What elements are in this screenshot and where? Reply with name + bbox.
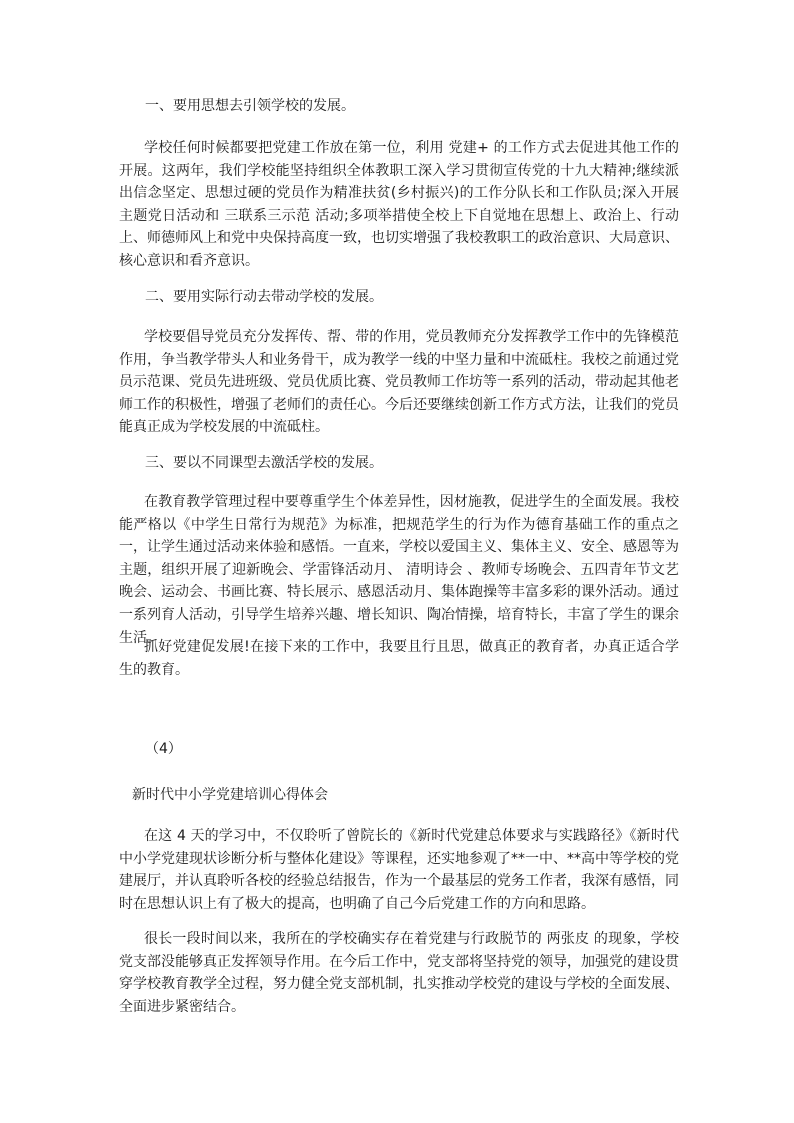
- part-number-marker: （4）: [145, 741, 182, 757]
- section-2-heading: 二、要用实际行动去带动学校的发展。: [145, 289, 383, 305]
- section-1-paragraph: 学校任何时候都要把党建工作放在第一位，利用 党建+ 的工作方式去促进其他工作的开展。这两年，我们学校能坚持组织全体教职工深入学习贯彻宣传党的十九大精神;继续派出信念坚定、思想过硬的党员作为精准扶贫(乡村振兴)的工作分队长和工作队员;深入开展主题党日活动和 三联系三示范 活动;多项举措使全校上下自觉地在思想上、政治上、行动上、师德师风上和党中央保持高度一致，也切实增强了我校教职工的政治意识、大局意识、核心意识和看齐意识。: [119, 140, 679, 269]
- article-paragraph-1: 在这 4 天的学习中，不仅聆听了曾院长的《新时代党建总体要求与实践路径》《新时代中小学党建现状诊断分析与整体化建设》等课程，还实地参观了**一中、**高中等学校的党建展厅，并认真聆听各校的经验总结报告，作为一个最基层的党务工作者，我深有感悟，同时在思想认识上有了极大的提高，也明确了自己今后党建工作的方向和思路。: [119, 828, 679, 912]
- article-paragraph-2: 很长一段时间以来，我所在的学校确实存在着党建与行政脱节的 两张皮 的现象，学校党支部没能够真正发挥领导作用。在今后工作中，党支部将坚持党的领导，加强党的建设贯穿学校教育教学全过程，努力健全党支部机制，扎实推动学校党的建设与学校的全面发展、全面进步紧密结合。: [119, 931, 679, 1015]
- closing-paragraph: 抓好党建促发展!在接下来的工作中，我要且行且思，做真正的教育者，办真正适合学生的教育。: [119, 639, 679, 678]
- section-3-heading: 三、要以不同课型去激活学校的发展。: [145, 455, 383, 471]
- section-2-paragraph: 学校要倡导党员充分发挥传、帮、带的作用，党员教师充分发挥教学工作中的先锋模范作用，争当教学带头人和业务骨干，成为教学一线的中坚力量和中流砥柱。我校之前通过党员示范课、党员先进班级、党员优质比赛、党员教师工作坊等一系列的活动，带动起其他老师工作的积极性，增强了老师们的责任心。今后还要继续创新工作方式方法，让我们的党员能真正成为学校发展的中流砥柱。: [119, 329, 679, 436]
- section-3-paragraph: 在教育教学管理过程中要尊重学生个体差异性，因材施教，促进学生的全面发展。我校能严格以《中学生日常行为规范》为标准，把规范学生的行为作为德育基础工作的重点之一，让学生通过活动来体验和感悟。一直来，学校以爱国主义、集体主义、安全、感恩等为主题，组织开展了迎新晚会、学雷锋活动月、 清明诗会 、教师专场晚会、五四青年节文艺晚会、运动会、书画比赛、特长展示、感恩活动月、集体跑操等丰富多彩的课外活动。通过一系列育人活动，引导学生培养兴趣、增长知识、陶冶情操，培育特长，丰富了学生的课余生活。: [119, 494, 679, 646]
- article-title: 新时代中小学党建培训心得体会: [132, 787, 328, 803]
- section-1-heading: 一、要用思想去引领学校的发展。: [145, 98, 355, 114]
